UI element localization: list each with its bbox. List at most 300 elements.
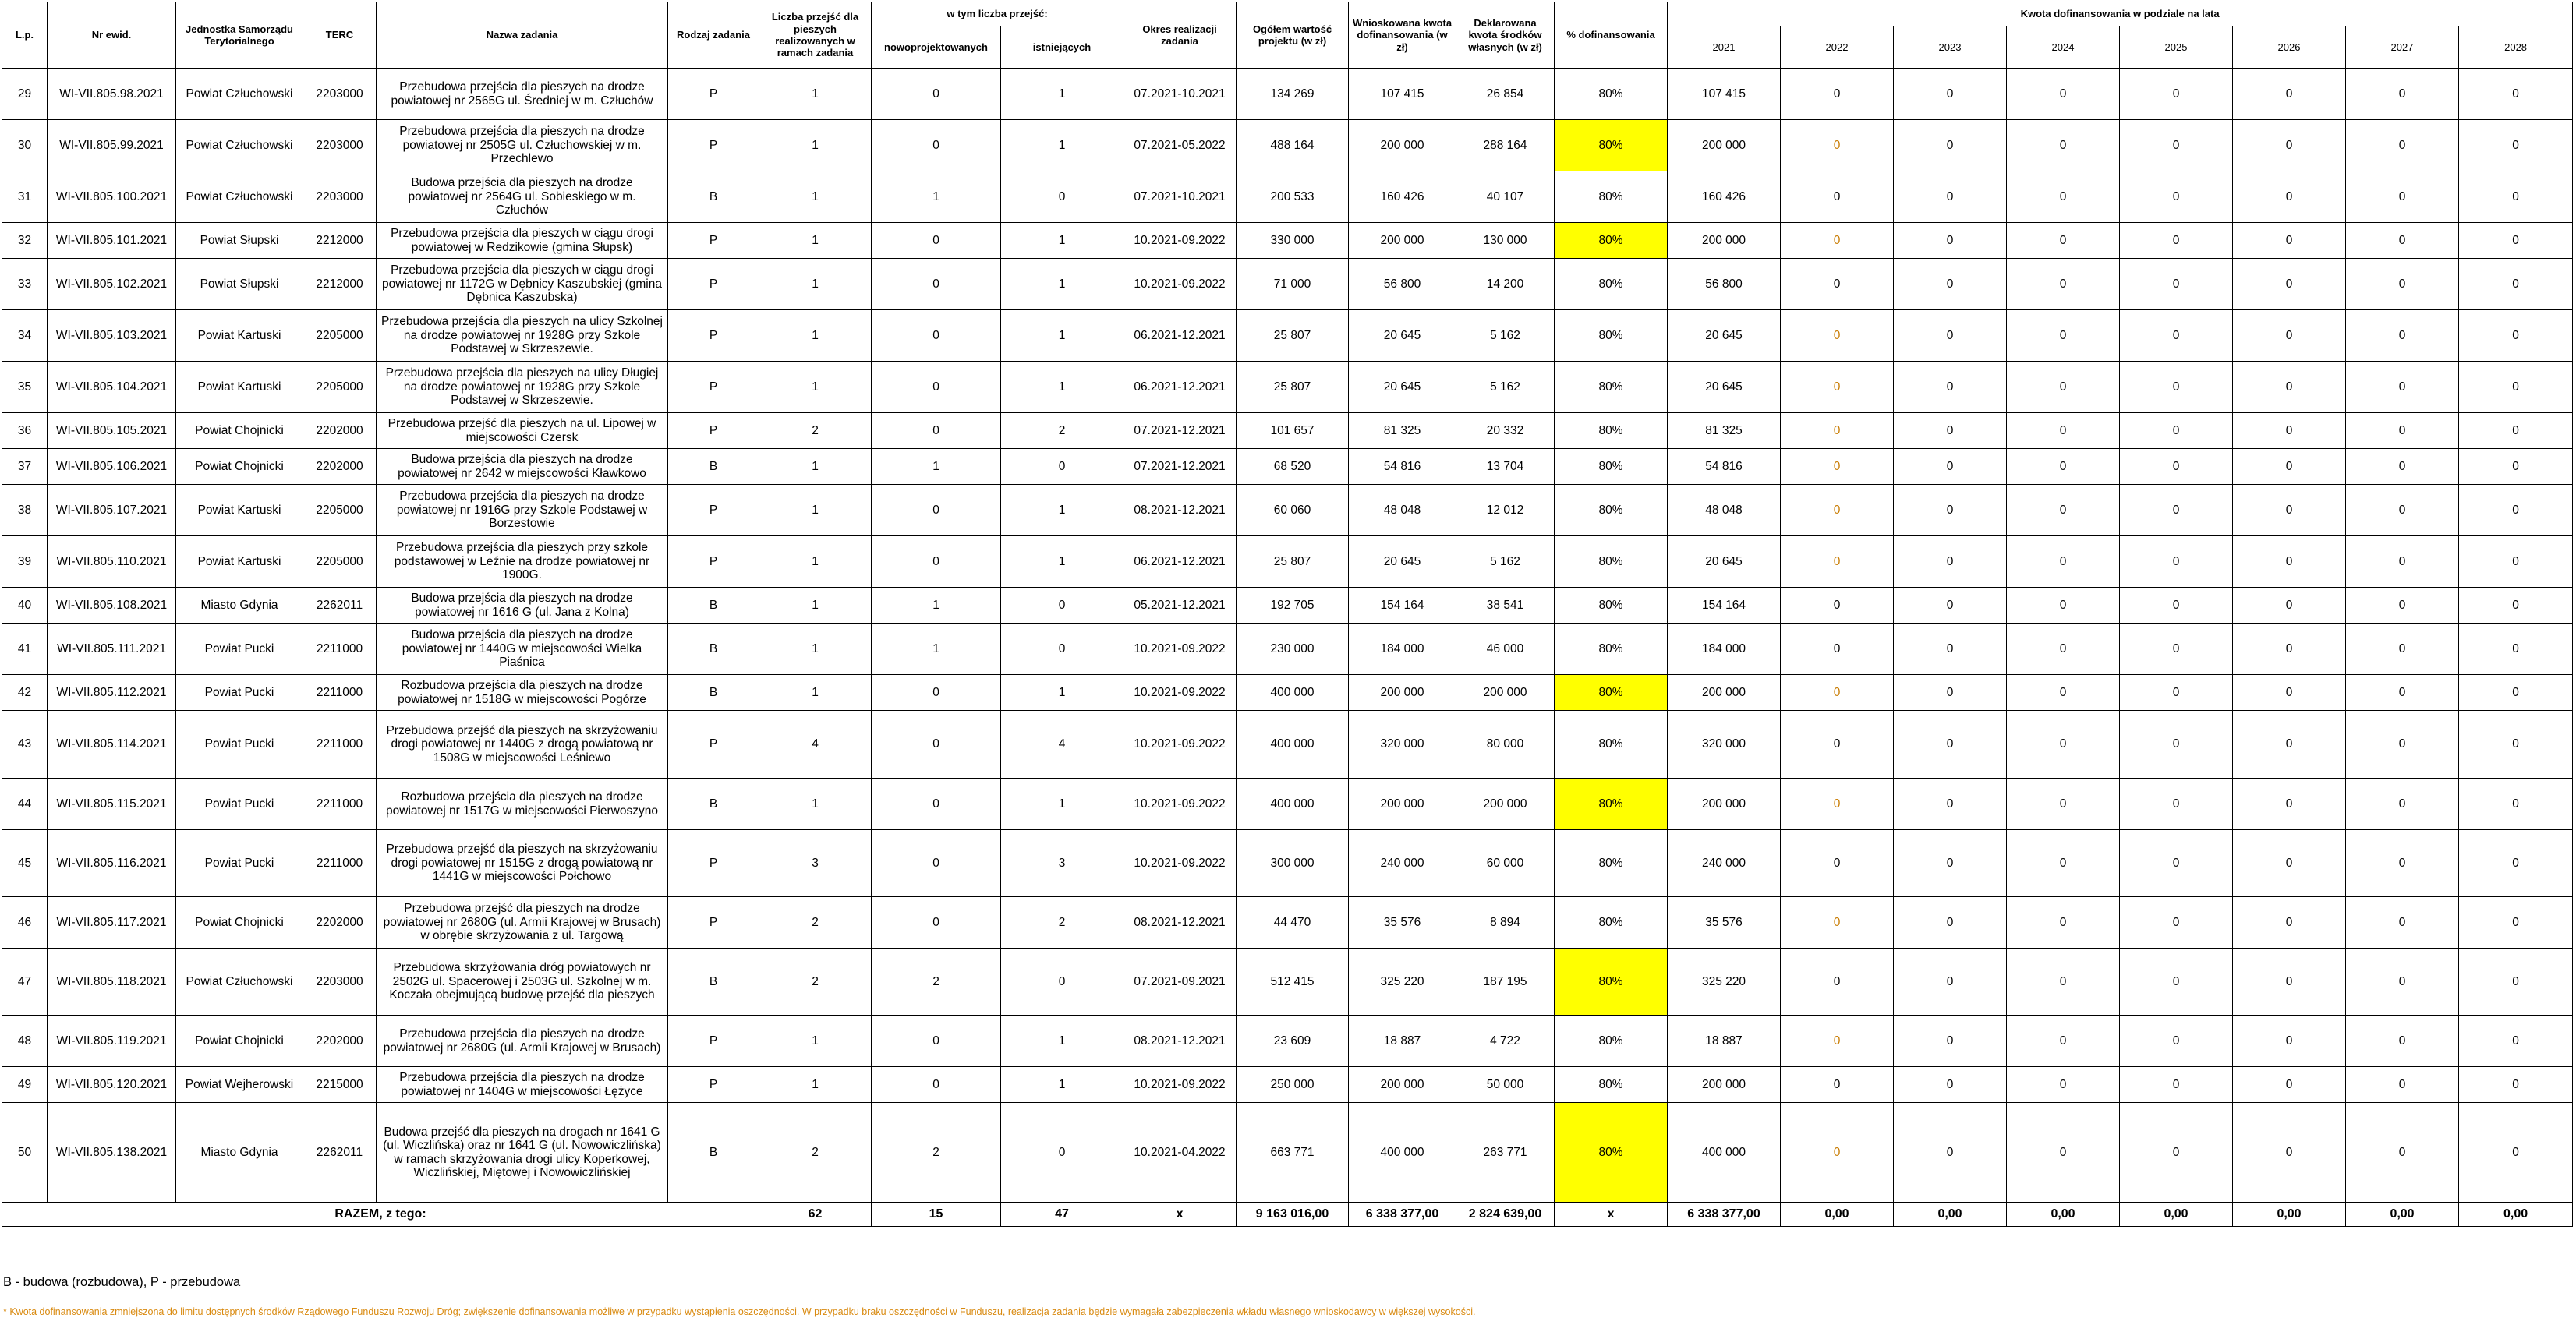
cell-terc: 2212000	[303, 223, 377, 259]
cell-year-2025: 0	[2120, 1016, 2233, 1067]
table-row	[2, 259, 2573, 310]
cell-liczba: 1	[759, 1016, 872, 1067]
cell-year-2024: 0	[2007, 310, 2120, 362]
table-body	[2, 69, 2573, 1203]
cell-year-2022: 0	[1781, 223, 1894, 259]
cell-istn: 1	[1001, 310, 1123, 362]
cell-year-2024: 0	[2007, 1103, 2120, 1203]
cell-year-2025: 0	[2120, 588, 2233, 624]
header-lp: L.p.	[2, 2, 48, 69]
cell-terc: 2211000	[303, 779, 377, 830]
cell-rodzaj: P	[668, 69, 759, 120]
cell-okres: 08.2021-12.2021	[1123, 485, 1237, 536]
total-label: RAZEM, z tego:	[2, 1203, 759, 1227]
cell-year-2027: 0	[2346, 223, 2459, 259]
cell-year-2021: 325 220	[1668, 949, 1781, 1016]
cell-istn: 4	[1001, 711, 1123, 779]
total-ogolem: 9 163 016,00	[1237, 1203, 1349, 1227]
cell-nowo: 0	[872, 120, 1001, 171]
cell-proc: 80%	[1555, 897, 1668, 949]
header-year-2025: 2025	[2120, 26, 2233, 69]
cell-proc: 80%	[1555, 485, 1668, 536]
cell-lp: 39	[2, 536, 48, 588]
cell-rodzaj: B	[668, 675, 759, 711]
total-wnioskowana: 6 338 377,00	[1349, 1203, 1456, 1227]
cell-year-2025: 0	[2120, 675, 2233, 711]
cell-year-2022: 0	[1781, 362, 1894, 413]
cell-year-2025: 0	[2120, 897, 2233, 949]
cell-terc: 2202000	[303, 1016, 377, 1067]
cell-wniosk: 200 000	[1349, 675, 1456, 711]
cell-proc: 80%	[1555, 588, 1668, 624]
cell-nazwa: Przebudowa przejść dla pieszych na skrzyżowaniu drogi powiatowej nr 1440G z drogą powiatową nr 1508G w miejscowości Leśniewo	[377, 711, 668, 779]
cell-deklar: 5 162	[1456, 362, 1555, 413]
cell-year-2023: 0	[1894, 362, 2007, 413]
cell-year-2025: 0	[2120, 711, 2233, 779]
cell-rodzaj: P	[668, 1067, 759, 1103]
cell-okres: 10.2021-09.2022	[1123, 779, 1237, 830]
cell-wniosk: 35 576	[1349, 897, 1456, 949]
cell-year-2021: 160 426	[1668, 171, 1781, 223]
cell-istn: 1	[1001, 779, 1123, 830]
cell-year-2021: 81 325	[1668, 413, 1781, 449]
header-istniejacych: istniejących	[1001, 26, 1123, 69]
cell-year-2021: 18 887	[1668, 1016, 1781, 1067]
cell-rodzaj: P	[668, 897, 759, 949]
cell-wniosk: 200 000	[1349, 779, 1456, 830]
cell-nazwa: Budowa przejścia dla pieszych na drodze powiatowej nr 1616 G (ul. Jana z Kolna)	[377, 588, 668, 624]
header-row-1	[2, 2, 2573, 26]
cell-nr: WI-VII.805.112.2021	[48, 675, 176, 711]
total-nowo: 15	[872, 1203, 1001, 1227]
cell-liczba: 2	[759, 897, 872, 949]
cell-ogolem: 330 000	[1237, 223, 1349, 259]
cell-year-2024: 0	[2007, 362, 2120, 413]
cell-year-2021: 200 000	[1668, 223, 1781, 259]
cell-year-2026: 0	[2233, 588, 2346, 624]
cell-lp: 36	[2, 413, 48, 449]
cell-year-2028: 0	[2459, 69, 2573, 120]
cell-nowo: 0	[872, 223, 1001, 259]
table-row	[2, 711, 2573, 779]
cell-deklar: 12 012	[1456, 485, 1555, 536]
cell-year-2022: 0	[1781, 897, 1894, 949]
cell-year-2022: 0	[1781, 536, 1894, 588]
cell-ogolem: 230 000	[1237, 624, 1349, 675]
cell-year-2023: 0	[1894, 1016, 2007, 1067]
cell-lp: 42	[2, 675, 48, 711]
cell-year-2028: 0	[2459, 223, 2573, 259]
cell-liczba: 4	[759, 711, 872, 779]
cell-year-2022: 0	[1781, 1103, 1894, 1203]
cell-wniosk: 20 645	[1349, 310, 1456, 362]
cell-terc: 2205000	[303, 536, 377, 588]
table-row	[2, 830, 2573, 897]
cell-nazwa: Przebudowa przejścia dla pieszych przy szkole podstawowej w Leźnie na drodze powiatowej nr 1900G.	[377, 536, 668, 588]
cell-rodzaj: B	[668, 949, 759, 1016]
cell-proc: 80%	[1555, 536, 1668, 588]
cell-terc: 2211000	[303, 624, 377, 675]
cell-lp: 44	[2, 779, 48, 830]
cell-lp: 33	[2, 259, 48, 310]
cell-year-2024: 0	[2007, 779, 2120, 830]
cell-jst: Powiat Wejherowski	[176, 1067, 303, 1103]
table-row	[2, 120, 2573, 171]
cell-ogolem: 300 000	[1237, 830, 1349, 897]
cell-year-2026: 0	[2233, 485, 2346, 536]
cell-terc: 2203000	[303, 171, 377, 223]
cell-nr: WI-VII.805.108.2021	[48, 588, 176, 624]
cell-year-2026: 0	[2233, 1016, 2346, 1067]
header-year-2026: 2026	[2233, 26, 2346, 69]
table-row	[2, 624, 2573, 675]
cell-proc: 80%	[1555, 830, 1668, 897]
cell-deklar: 38 541	[1456, 588, 1555, 624]
cell-year-2021: 200 000	[1668, 675, 1781, 711]
header-kwota-lata: Kwota dofinansowania w podziale na lata	[1668, 2, 2573, 26]
cell-year-2028: 0	[2459, 1016, 2573, 1067]
total-year-2023: 0,00	[1894, 1203, 2007, 1227]
cell-year-2022: 0	[1781, 171, 1894, 223]
cell-liczba: 1	[759, 536, 872, 588]
cell-year-2022: 0	[1781, 588, 1894, 624]
cell-wniosk: 400 000	[1349, 1103, 1456, 1203]
header-wnioskowana: Wnioskowana kwota dofinansowania (w zł)	[1349, 2, 1456, 69]
cell-terc: 2205000	[303, 362, 377, 413]
cell-deklar: 200 000	[1456, 779, 1555, 830]
cell-jst: Powiat Kartuski	[176, 485, 303, 536]
cell-year-2025: 0	[2120, 362, 2233, 413]
cell-proc: 80%	[1555, 675, 1668, 711]
cell-nazwa: Przebudowa przejścia dla pieszych w ciągu drogi powiatowej nr 1172G w Dębnicy Kaszubskiej (gmina Dębnica Kaszubska)	[377, 259, 668, 310]
cell-nr: WI-VII.805.99.2021	[48, 120, 176, 171]
cell-ogolem: 23 609	[1237, 1016, 1349, 1067]
cell-nazwa: Budowa przejścia dla pieszych na drodze powiatowej nr 1440G w miejscowości Wielka Piaśnica	[377, 624, 668, 675]
cell-nowo: 0	[872, 779, 1001, 830]
cell-rodzaj: P	[668, 310, 759, 362]
table-row	[2, 588, 2573, 624]
header-year-2028: 2028	[2459, 26, 2573, 69]
cell-jst: Powiat Słupski	[176, 223, 303, 259]
table-row	[2, 485, 2573, 536]
cell-lp: 29	[2, 69, 48, 120]
cell-nazwa: Budowa przejść dla pieszych na drogach nr 1641 G (ul. Wiczlińska) oraz nr 1641 G (ul. Nowowiczlińska) w ramach skrzyżowania drogi ulicy Koperkowej, Wiczlińskiej, Miętowej i Nowowiczlińskiej	[377, 1103, 668, 1203]
cell-liczba: 1	[759, 69, 872, 120]
cell-rodzaj: P	[668, 362, 759, 413]
cell-year-2025: 0	[2120, 624, 2233, 675]
total-year-2027: 0,00	[2346, 1203, 2459, 1227]
cell-year-2027: 0	[2346, 413, 2459, 449]
cell-istn: 2	[1001, 413, 1123, 449]
table-row	[2, 897, 2573, 949]
cell-year-2021: 54 816	[1668, 449, 1781, 485]
cell-year-2023: 0	[1894, 624, 2007, 675]
table-row	[2, 1016, 2573, 1067]
cell-wniosk: 154 164	[1349, 588, 1456, 624]
cell-year-2025: 0	[2120, 1067, 2233, 1103]
total-procent: x	[1555, 1203, 1668, 1227]
cell-year-2028: 0	[2459, 485, 2573, 536]
cell-rodzaj: P	[668, 485, 759, 536]
legend-text: B - budowa (rozbudowa), P - przebudowa	[3, 1275, 241, 1289]
cell-deklar: 40 107	[1456, 171, 1555, 223]
cell-terc: 2203000	[303, 120, 377, 171]
cell-istn: 1	[1001, 1067, 1123, 1103]
total-year-2021: 6 338 377,00	[1668, 1203, 1781, 1227]
cell-nazwa: Budowa przejścia dla pieszych na drodze powiatowej nr 2564G ul. Sobieskiego w m. Człuchów	[377, 171, 668, 223]
cell-year-2024: 0	[2007, 120, 2120, 171]
cell-year-2023: 0	[1894, 120, 2007, 171]
cell-deklar: 20 332	[1456, 413, 1555, 449]
cell-proc: 80%	[1555, 223, 1668, 259]
cell-year-2023: 0	[1894, 485, 2007, 536]
cell-year-2024: 0	[2007, 1016, 2120, 1067]
cell-year-2027: 0	[2346, 485, 2459, 536]
cell-year-2023: 0	[1894, 1103, 2007, 1203]
cell-rodzaj: B	[668, 171, 759, 223]
cell-year-2025: 0	[2120, 120, 2233, 171]
cell-year-2028: 0	[2459, 779, 2573, 830]
cell-ogolem: 400 000	[1237, 675, 1349, 711]
cell-lp: 49	[2, 1067, 48, 1103]
cell-terc: 2202000	[303, 449, 377, 485]
cell-proc: 80%	[1555, 1067, 1668, 1103]
cell-terc: 2203000	[303, 949, 377, 1016]
cell-jst: Powiat Człuchowski	[176, 949, 303, 1016]
cell-year-2024: 0	[2007, 949, 2120, 1016]
cell-year-2024: 0	[2007, 449, 2120, 485]
cell-istn: 1	[1001, 259, 1123, 310]
cell-year-2024: 0	[2007, 536, 2120, 588]
cell-rodzaj: B	[668, 624, 759, 675]
cell-nowo: 0	[872, 69, 1001, 120]
cell-nowo: 0	[872, 1067, 1001, 1103]
cell-nazwa: Budowa przejścia dla pieszych na drodze powiatowej nr 2642 w miejscowości Kławkowo	[377, 449, 668, 485]
cell-liczba: 1	[759, 310, 872, 362]
cell-deklar: 46 000	[1456, 624, 1555, 675]
cell-deklar: 13 704	[1456, 449, 1555, 485]
cell-year-2024: 0	[2007, 413, 2120, 449]
cell-year-2021: 154 164	[1668, 588, 1781, 624]
cell-year-2021: 56 800	[1668, 259, 1781, 310]
cell-proc: 80%	[1555, 120, 1668, 171]
cell-nazwa: Przebudowa przejścia dla pieszych na drodze powiatowej nr 2505G ul. Człuchowskiej w m. Przechlewo	[377, 120, 668, 171]
cell-year-2024: 0	[2007, 897, 2120, 949]
cell-year-2026: 0	[2233, 413, 2346, 449]
cell-okres: 10.2021-09.2022	[1123, 1067, 1237, 1103]
cell-terc: 2205000	[303, 310, 377, 362]
cell-year-2021: 184 000	[1668, 624, 1781, 675]
cell-okres: 05.2021-12.2021	[1123, 588, 1237, 624]
cell-lp: 45	[2, 830, 48, 897]
cell-okres: 08.2021-12.2021	[1123, 897, 1237, 949]
header-year-2023: 2023	[1894, 26, 2007, 69]
cell-nowo: 1	[872, 624, 1001, 675]
cell-liczba: 1	[759, 675, 872, 711]
cell-year-2026: 0	[2233, 1067, 2346, 1103]
cell-liczba: 1	[759, 362, 872, 413]
cell-year-2021: 400 000	[1668, 1103, 1781, 1203]
cell-nazwa: Przebudowa przejść dla pieszych na drodze powiatowej nr 2680G (ul. Armii Krajowej w Brusach) w obrębie skrzyżowania z ul. Targową	[377, 897, 668, 949]
cell-year-2023: 0	[1894, 711, 2007, 779]
cell-year-2028: 0	[2459, 449, 2573, 485]
cell-lp: 32	[2, 223, 48, 259]
cell-year-2022: 0	[1781, 675, 1894, 711]
cell-year-2025: 0	[2120, 485, 2233, 536]
cell-jst: Powiat Słupski	[176, 259, 303, 310]
cell-year-2023: 0	[1894, 413, 2007, 449]
cell-year-2027: 0	[2346, 779, 2459, 830]
table-row	[2, 449, 2573, 485]
cell-nr: WI-VII.805.98.2021	[48, 69, 176, 120]
cell-wniosk: 320 000	[1349, 711, 1456, 779]
cell-jst: Powiat Pucki	[176, 830, 303, 897]
cell-year-2024: 0	[2007, 171, 2120, 223]
header-terc: TERC	[303, 2, 377, 69]
cell-nowo: 0	[872, 259, 1001, 310]
cell-liczba: 1	[759, 779, 872, 830]
cell-liczba: 1	[759, 588, 872, 624]
cell-jst: Powiat Człuchowski	[176, 120, 303, 171]
cell-year-2027: 0	[2346, 449, 2459, 485]
cell-nowo: 0	[872, 711, 1001, 779]
cell-ogolem: 25 807	[1237, 362, 1349, 413]
cell-year-2025: 0	[2120, 223, 2233, 259]
cell-year-2021: 20 645	[1668, 310, 1781, 362]
cell-proc: 80%	[1555, 711, 1668, 779]
cell-year-2026: 0	[2233, 624, 2346, 675]
cell-okres: 10.2021-09.2022	[1123, 711, 1237, 779]
cell-year-2024: 0	[2007, 485, 2120, 536]
cell-year-2024: 0	[2007, 711, 2120, 779]
cell-terc: 2205000	[303, 485, 377, 536]
cell-lp: 48	[2, 1016, 48, 1067]
cell-proc: 80%	[1555, 779, 1668, 830]
cell-rodzaj: P	[668, 120, 759, 171]
cell-proc: 80%	[1555, 259, 1668, 310]
cell-deklar: 5 162	[1456, 536, 1555, 588]
cell-istn: 0	[1001, 949, 1123, 1016]
cell-deklar: 80 000	[1456, 711, 1555, 779]
cell-year-2028: 0	[2459, 949, 2573, 1016]
cell-year-2025: 0	[2120, 413, 2233, 449]
cell-jst: Powiat Pucki	[176, 711, 303, 779]
cell-year-2025: 0	[2120, 171, 2233, 223]
total-year-2024: 0,00	[2007, 1203, 2120, 1227]
cell-wniosk: 54 816	[1349, 449, 1456, 485]
cell-istn: 1	[1001, 223, 1123, 259]
cell-wniosk: 200 000	[1349, 223, 1456, 259]
header-nr-ewid: Nr ewid.	[48, 2, 176, 69]
cell-year-2022: 0	[1781, 69, 1894, 120]
table-row	[2, 1103, 2573, 1203]
header-ogolem: Ogółem wartość projektu (w zł)	[1237, 2, 1349, 69]
cell-year-2028: 0	[2459, 1103, 2573, 1203]
cell-year-2028: 0	[2459, 171, 2573, 223]
total-istn: 47	[1001, 1203, 1123, 1227]
cell-year-2024: 0	[2007, 588, 2120, 624]
cell-lp: 35	[2, 362, 48, 413]
cell-nr: WI-VII.805.114.2021	[48, 711, 176, 779]
cell-wniosk: 20 645	[1349, 362, 1456, 413]
header-liczba-przejsc: Liczba przejść dla pieszych realizowanych w ramach zadania	[759, 2, 872, 69]
header-year-2022: 2022	[1781, 26, 1894, 69]
cell-lp: 41	[2, 624, 48, 675]
cell-terc: 2202000	[303, 897, 377, 949]
cell-year-2023: 0	[1894, 259, 2007, 310]
cell-istn: 2	[1001, 897, 1123, 949]
cell-terc: 2215000	[303, 1067, 377, 1103]
total-year-2028: 0,00	[2459, 1203, 2573, 1227]
cell-nazwa: Rozbudowa przejścia dla pieszych na drodze powiatowej nr 1518G w miejscowości Pogórze	[377, 675, 668, 711]
cell-year-2023: 0	[1894, 536, 2007, 588]
cell-okres: 10.2021-09.2022	[1123, 624, 1237, 675]
cell-year-2022: 0	[1781, 259, 1894, 310]
cell-nr: WI-VII.805.115.2021	[48, 779, 176, 830]
cell-year-2028: 0	[2459, 259, 2573, 310]
cell-wniosk: 160 426	[1349, 171, 1456, 223]
cell-year-2026: 0	[2233, 779, 2346, 830]
cell-okres: 07.2021-05.2022	[1123, 120, 1237, 171]
cell-nowo: 0	[872, 675, 1001, 711]
header-procent: % dofinansowania	[1555, 2, 1668, 69]
cell-year-2027: 0	[2346, 830, 2459, 897]
cell-nazwa: Przebudowa skrzyżowania dróg powiatowych nr 2502G ul. Spacerowej i 2503G ul. Szkolnej w m. Koczała obejmującą budowę przejść dla pieszych	[377, 949, 668, 1016]
cell-year-2028: 0	[2459, 675, 2573, 711]
cell-deklar: 8 894	[1456, 897, 1555, 949]
cell-year-2026: 0	[2233, 897, 2346, 949]
cell-jst: Powiat Człuchowski	[176, 171, 303, 223]
cell-wniosk: 81 325	[1349, 413, 1456, 449]
header-nowoprojektowanych: nowoprojektowanych	[872, 26, 1001, 69]
cell-year-2028: 0	[2459, 362, 2573, 413]
cell-year-2025: 0	[2120, 1103, 2233, 1203]
cell-rodzaj: P	[668, 536, 759, 588]
cell-deklar: 14 200	[1456, 259, 1555, 310]
cell-nr: WI-VII.805.106.2021	[48, 449, 176, 485]
cell-ogolem: 663 771	[1237, 1103, 1349, 1203]
cell-year-2027: 0	[2346, 362, 2459, 413]
cell-year-2027: 0	[2346, 310, 2459, 362]
cell-nr: WI-VII.805.101.2021	[48, 223, 176, 259]
cell-year-2023: 0	[1894, 588, 2007, 624]
funding-table	[2, 2, 2573, 1227]
cell-ogolem: 192 705	[1237, 588, 1349, 624]
cell-year-2024: 0	[2007, 1067, 2120, 1103]
cell-deklar: 130 000	[1456, 223, 1555, 259]
cell-okres: 06.2021-12.2021	[1123, 536, 1237, 588]
cell-year-2026: 0	[2233, 1103, 2346, 1203]
cell-year-2027: 0	[2346, 588, 2459, 624]
cell-year-2027: 0	[2346, 897, 2459, 949]
header-year-2021: 2021	[1668, 26, 1781, 69]
cell-deklar: 26 854	[1456, 69, 1555, 120]
cell-ogolem: 44 470	[1237, 897, 1349, 949]
cell-nowo: 0	[872, 362, 1001, 413]
cell-istn: 0	[1001, 1103, 1123, 1203]
cell-year-2026: 0	[2233, 362, 2346, 413]
cell-year-2026: 0	[2233, 223, 2346, 259]
cell-year-2026: 0	[2233, 120, 2346, 171]
cell-wniosk: 18 887	[1349, 1016, 1456, 1067]
cell-year-2028: 0	[2459, 310, 2573, 362]
cell-jst: Powiat Chojnicki	[176, 897, 303, 949]
cell-year-2026: 0	[2233, 171, 2346, 223]
cell-rodzaj: B	[668, 1103, 759, 1203]
cell-istn: 0	[1001, 171, 1123, 223]
cell-nowo: 2	[872, 1103, 1001, 1203]
cell-lp: 46	[2, 897, 48, 949]
